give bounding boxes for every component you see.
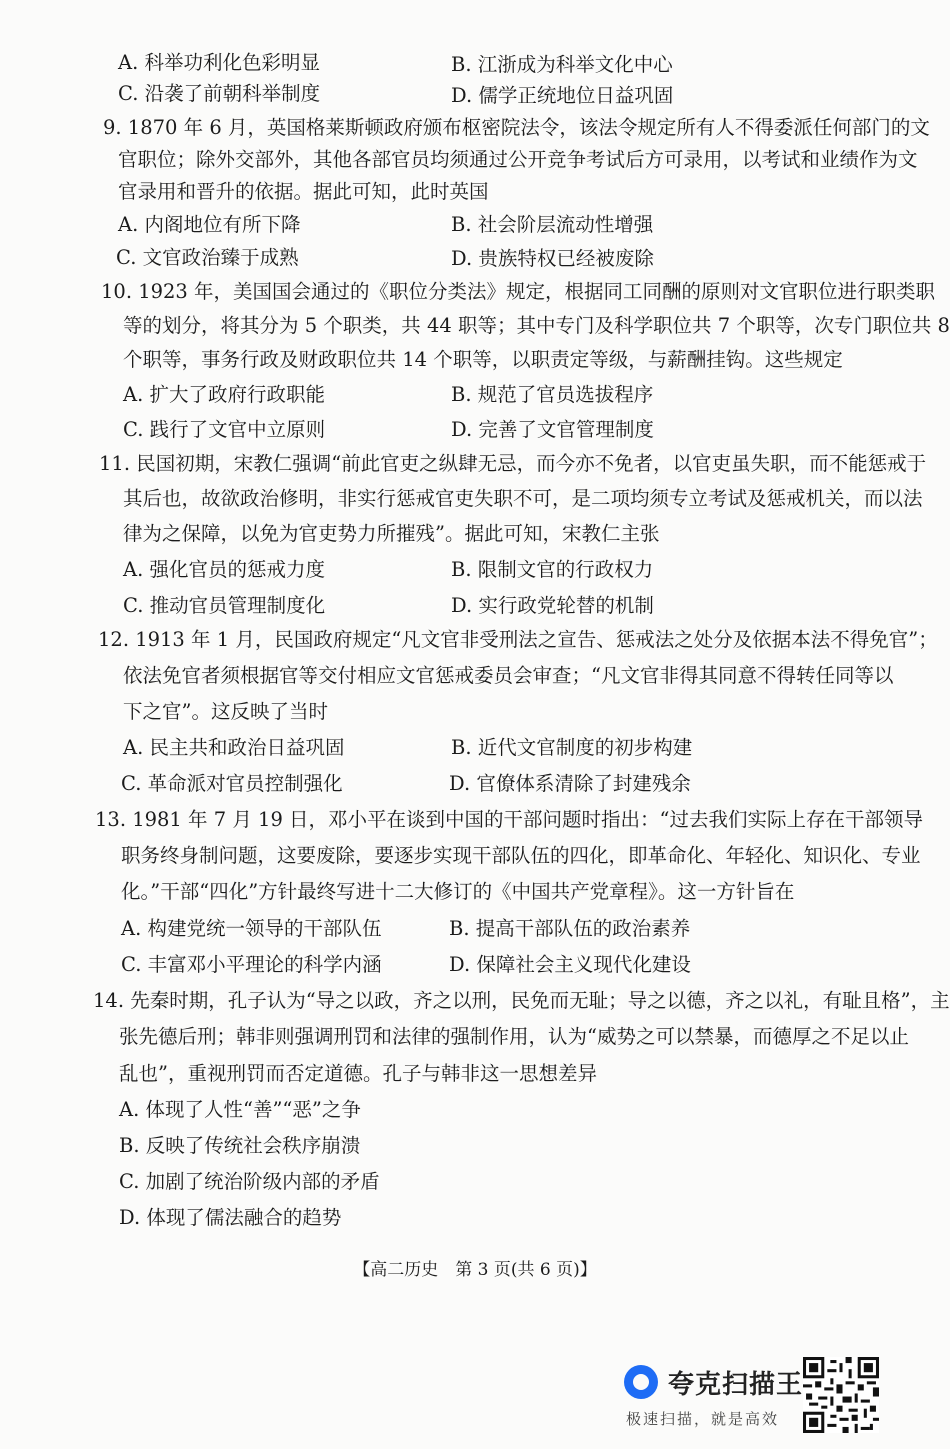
q10-stem-line-2: 等的划分，将其分为 5 个职类，共 44 职等；其中专门及科学职位共 7 个职等，次专门职位共 8	[123, 314, 950, 337]
q12-stem-line-2: 依法免官者须根据官等交付相应文官惩戒委员会审查；“凡文官非得其同意不得转任同等以	[123, 664, 894, 687]
page-footer: 【高二历史 第 3 页(共 6 页)】	[353, 1260, 597, 1280]
q8-option-b: B. 江浙成为科举文化中心	[451, 53, 673, 76]
q13-option-a: A. 构建党统一领导的干部队伍	[121, 917, 382, 940]
q13-stem-line-1: 13. 1981 年 7 月 19 日，邓小平在谈到中国的干部问题时指出：“过去我们实际上存在干部领导	[95, 808, 924, 831]
q9-stem-line-2: 官职位；除外交部外，其他各部官员均须通过公开竞争考试后方可录用，以考试和业绩作为文	[118, 148, 918, 171]
q8-option-c: C. 沿袭了前朝科举制度	[118, 82, 321, 105]
qr-code-icon	[803, 1357, 879, 1433]
q12-option-a: A. 民主共和政治日益巩固	[123, 736, 345, 759]
q11-stem-line-3: 律为之保障，以免为官吏势力所摧残”。据此可知，宋教仁主张	[123, 522, 660, 545]
q12-option-d: D. 官僚体系清除了封建残余	[449, 772, 691, 795]
scanner-slogan: 极速扫描，就是高效	[626, 1410, 780, 1428]
q14-option-d: D. 体现了儒法融合的趋势	[119, 1206, 342, 1229]
q14-stem-line-2: 张先德后刑；韩非则强调刑罚和法律的强制作用，认为“威势之可以禁暴，而德厚之不足以止	[119, 1025, 909, 1048]
scanner-logo	[624, 1362, 803, 1402]
q14-stem-line-3: 乱也”，重视刑罚而否定道德。孔子与韩非这一思想差异	[119, 1062, 597, 1085]
q13-option-b: B. 提高干部队伍的政治素养	[449, 917, 691, 940]
q14-option-c: C. 加剧了统治阶级内部的矛盾	[119, 1170, 380, 1193]
scanner-logo-icon	[624, 1365, 658, 1399]
q9-option-b: B. 社会阶层流动性增强	[451, 213, 654, 236]
q10-option-c: C. 践行了文官中立原则	[123, 418, 326, 441]
q13-stem-line-3: 化。”干部“四化”方针最终写进十二大修订的《中国共产党章程》。这一方针旨在	[121, 880, 795, 903]
q11-option-c: C. 推动官员管理制度化	[123, 594, 326, 617]
q9-stem-line-3: 官录用和晋升的依据。据此可知，此时英国	[118, 180, 489, 203]
q13-option-d: D. 保障社会主义现代化建设	[449, 953, 691, 976]
q10-option-a: A. 扩大了政府行政职能	[123, 383, 325, 406]
q10-stem-line-3: 个职等，事务行政及财政职位共 14 个职等，以职责定等级，与薪酬挂钩。这些规定	[123, 348, 843, 371]
q12-stem-line-1: 12. 1913 年 1 月，民国政府规定“凡文官非受刑法之宣告、惩戒法之处分及依据本法不得免官”；	[98, 628, 938, 651]
q9-option-c: C. 文官政治臻于成熟	[116, 246, 299, 269]
q13-stem-line-2: 职务终身制问题，这要废除，要逐步实现干部队伍的四化，即革命化、年轻化、知识化、专业	[121, 844, 921, 867]
q14-option-b: B. 反映了传统社会秩序崩溃	[119, 1134, 361, 1157]
q8-option-a: A. 科举功利化色彩明显	[118, 51, 320, 74]
q12-option-b: B. 近代文官制度的初步构建	[451, 736, 693, 759]
q10-stem-line-1: 10. 1923 年，美国国会通过的《职位分类法》规定，根据同工同酬的原则对文官职位进行职类职	[101, 280, 936, 303]
q8-option-d: D. 儒学正统地位日益巩固	[451, 84, 674, 107]
q11-option-a: A. 强化官员的惩戒力度	[123, 558, 325, 581]
q9-option-a: A. 内阁地位有所下降	[118, 213, 301, 236]
q10-option-d: D. 完善了文官管理制度	[451, 418, 654, 441]
q9-stem-line-1: 9. 1870 年 6 月，英国格莱斯顿政府颁布枢密院法令，该法令规定所有人不得委派任何部门的文	[103, 116, 930, 139]
q14-stem-line-1: 14. 先秦时期，孔子认为“导之以政，齐之以刑，民免而无耻；导之以德，齐之以礼，有耻且格”，主	[93, 989, 950, 1012]
q14-option-a: A. 体现了人性“善”“恶”之争	[119, 1098, 361, 1121]
q11-stem-line-1: 11. 民国初期，宋教仁强调“前此官吏之纵肆无忌，而今亦不免者，以官吏虽失职，而不能惩戒于	[99, 452, 927, 475]
q10-option-b: B. 规范了官员选拔程序	[451, 383, 654, 406]
q11-option-d: D. 实行政党轮替的机制	[451, 594, 654, 617]
q11-stem-line-2: 其后也，故欲政治修明，非实行惩戒官吏失职不可，是二项均须专立考试及惩戒机关，而以法	[123, 487, 923, 510]
scanner-brand: 夸克扫描王	[668, 1369, 804, 1400]
q12-option-c: C. 革命派对官员控制强化	[121, 772, 343, 795]
q13-option-c: C. 丰富邓小平理论的科学内涵	[121, 953, 382, 976]
q9-option-d: D. 贵族特权已经被废除	[451, 247, 654, 270]
q11-option-b: B. 限制文官的行政权力	[451, 558, 654, 581]
q12-stem-line-3: 下之官”。这反映了当时	[123, 700, 328, 723]
